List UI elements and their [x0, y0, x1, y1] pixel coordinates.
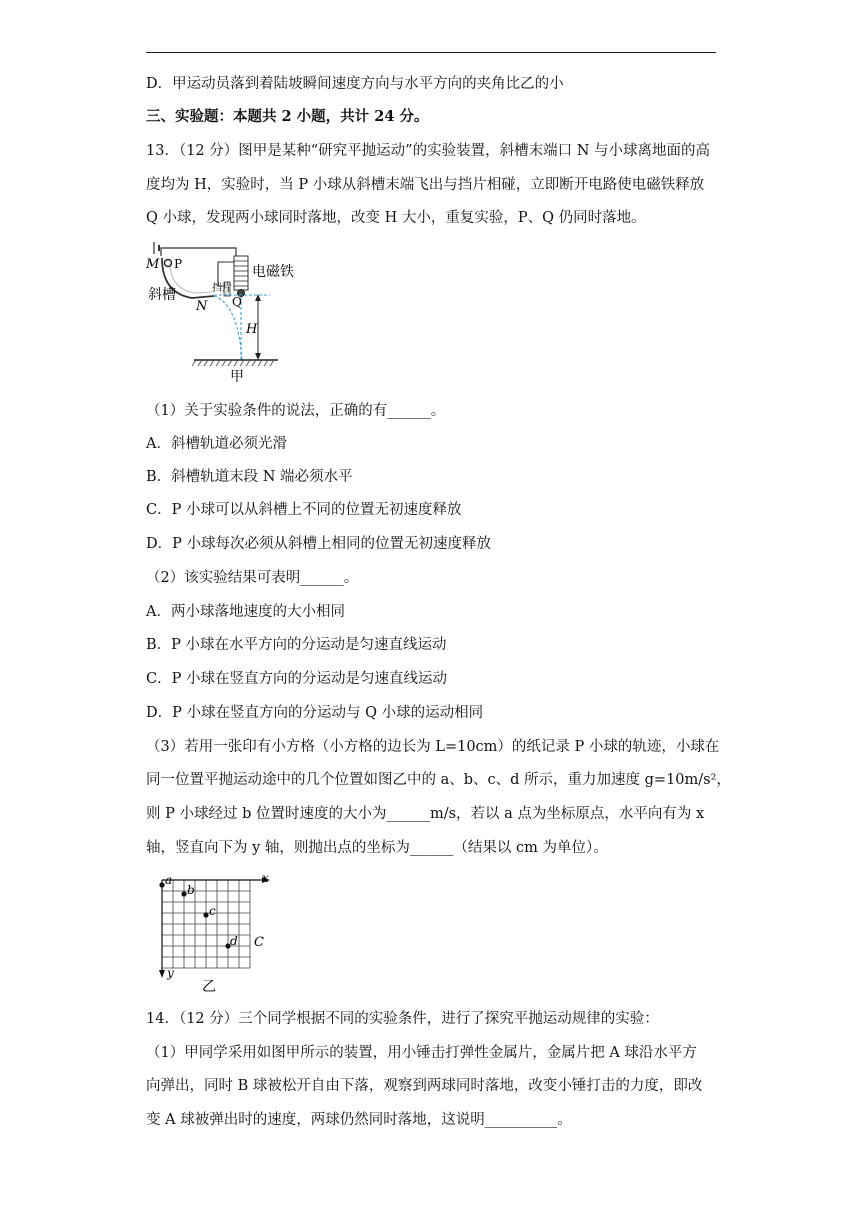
label-m: M — [146, 257, 160, 272]
label-d: d — [230, 934, 238, 948]
header-rule — [146, 52, 716, 53]
label-a: a — [165, 873, 173, 887]
caption-yi: 乙 — [202, 979, 216, 995]
q13-p1-option-c: C．P 小球可以从斜槽上不同的位置无初速度释放 — [146, 502, 462, 518]
q14-stem-line-1: 14．（12 分）三个同学根据不同的实验条件，进行了探究平抛运动规律的实验： — [146, 1011, 659, 1027]
label-q: Q — [232, 295, 242, 309]
q13-stem-line-3: Q 小球，发现两小球同时落地，改变 H 大小，重复实验，P、Q 仍同时落地。 — [146, 210, 646, 226]
label-baffle: 挡片 — [212, 283, 232, 294]
ball-p — [165, 260, 172, 267]
q14-line-2: （1）甲同学采用如图甲所示的装置，用小锤击打弹性金属片，金属片把 A 球沿水平方 — [146, 1045, 697, 1061]
section-title: 三、实验题：本题共 2 小题，共计 24 分。 — [146, 108, 429, 125]
label-x: x — [262, 871, 269, 885]
q13-p1-stem: （1）关于实验条件的说法，正确的有______。 — [146, 403, 446, 419]
q13-p2-stem: （2）该实验结果可表明______。 — [146, 570, 359, 586]
q13-p3-line-4: 轴，竖直向下为 y 轴，则抛出点的坐标为______（结果以 cm 为单位）。 — [146, 840, 608, 856]
q13-stem-line-1: 13．（12 分）图甲是某种“研究平抛运动”的实验装置，斜槽末端口 N 与小球离地面的高 — [146, 143, 710, 159]
figure-yi-grid — [150, 870, 280, 996]
q13-p2-option-a: A．两小球落地速度的大小相同 — [146, 604, 345, 620]
label-magnet: 电磁铁 — [252, 264, 294, 280]
prev-option-d: D．甲运动员落到着陆坡瞬间速度方向与水平方向的夹角比乙的小 — [146, 76, 564, 92]
q14-line-3: 向弹出，同时 B 球被松开自由下落，观察到两球同时落地，改变小锤打击的力度，即改 — [146, 1078, 703, 1094]
label-c-upper: C — [254, 935, 264, 950]
q13-p3-line-2: 同一位置平抛运动途中的几个位置如图乙中的 a、b、c、d 所示，重力加速度 g=10m/s²， — [146, 772, 731, 788]
q13-p1-option-d: D．P 小球每次必须从斜槽上相同的位置无初速度释放 — [146, 536, 491, 552]
label-h: H — [246, 322, 258, 337]
label-b: b — [187, 883, 195, 897]
point-a — [159, 882, 164, 887]
point-b — [181, 891, 186, 896]
q13-p2-option-d: D．P 小球在竖直方向的分运动与 Q 小球的运动相同 — [146, 705, 484, 721]
q13-p2-option-b: B．P 小球在水平方向的分运动是匀速直线运动 — [146, 637, 447, 653]
caption-jia: 甲 — [230, 369, 244, 384]
q13-p1-option-a: A．斜槽轨道必须光滑 — [146, 436, 287, 452]
point-c — [203, 912, 208, 917]
q13-p1-option-b: B．斜槽轨道末段 N 端必须水平 — [146, 469, 353, 485]
q14-line-4: 变 A 球被弹出时的速度，两球仍然同时落地，这说明__________。 — [146, 1112, 572, 1128]
label-p: P — [174, 257, 183, 271]
q13-stem-line-2: 度均为 H，实验时，当 P 小球从斜槽末端飞出与挡片相碰，立即断开电路使电磁铁释放 — [146, 177, 705, 193]
label-c: c — [209, 904, 216, 918]
label-chute: 斜槽 — [148, 287, 176, 303]
q13-p3-line-1: （3）若用一张印有小方格（小方格的边长为 L=10cm）的纸记录 P 小球的轨迹，小球在 — [146, 739, 720, 755]
label-n: N — [196, 299, 208, 314]
label-y: y — [167, 966, 174, 980]
q13-p3-line-3: 则 P 小球经过 b 位置时速度的大小为______m/s，若以 a 点为坐标原点，水平向有为 x — [146, 806, 705, 822]
figure-jia-apparatus — [140, 238, 310, 384]
q13-p2-option-c: C．P 小球在竖直方向的分运动是匀速直线运动 — [146, 671, 447, 687]
